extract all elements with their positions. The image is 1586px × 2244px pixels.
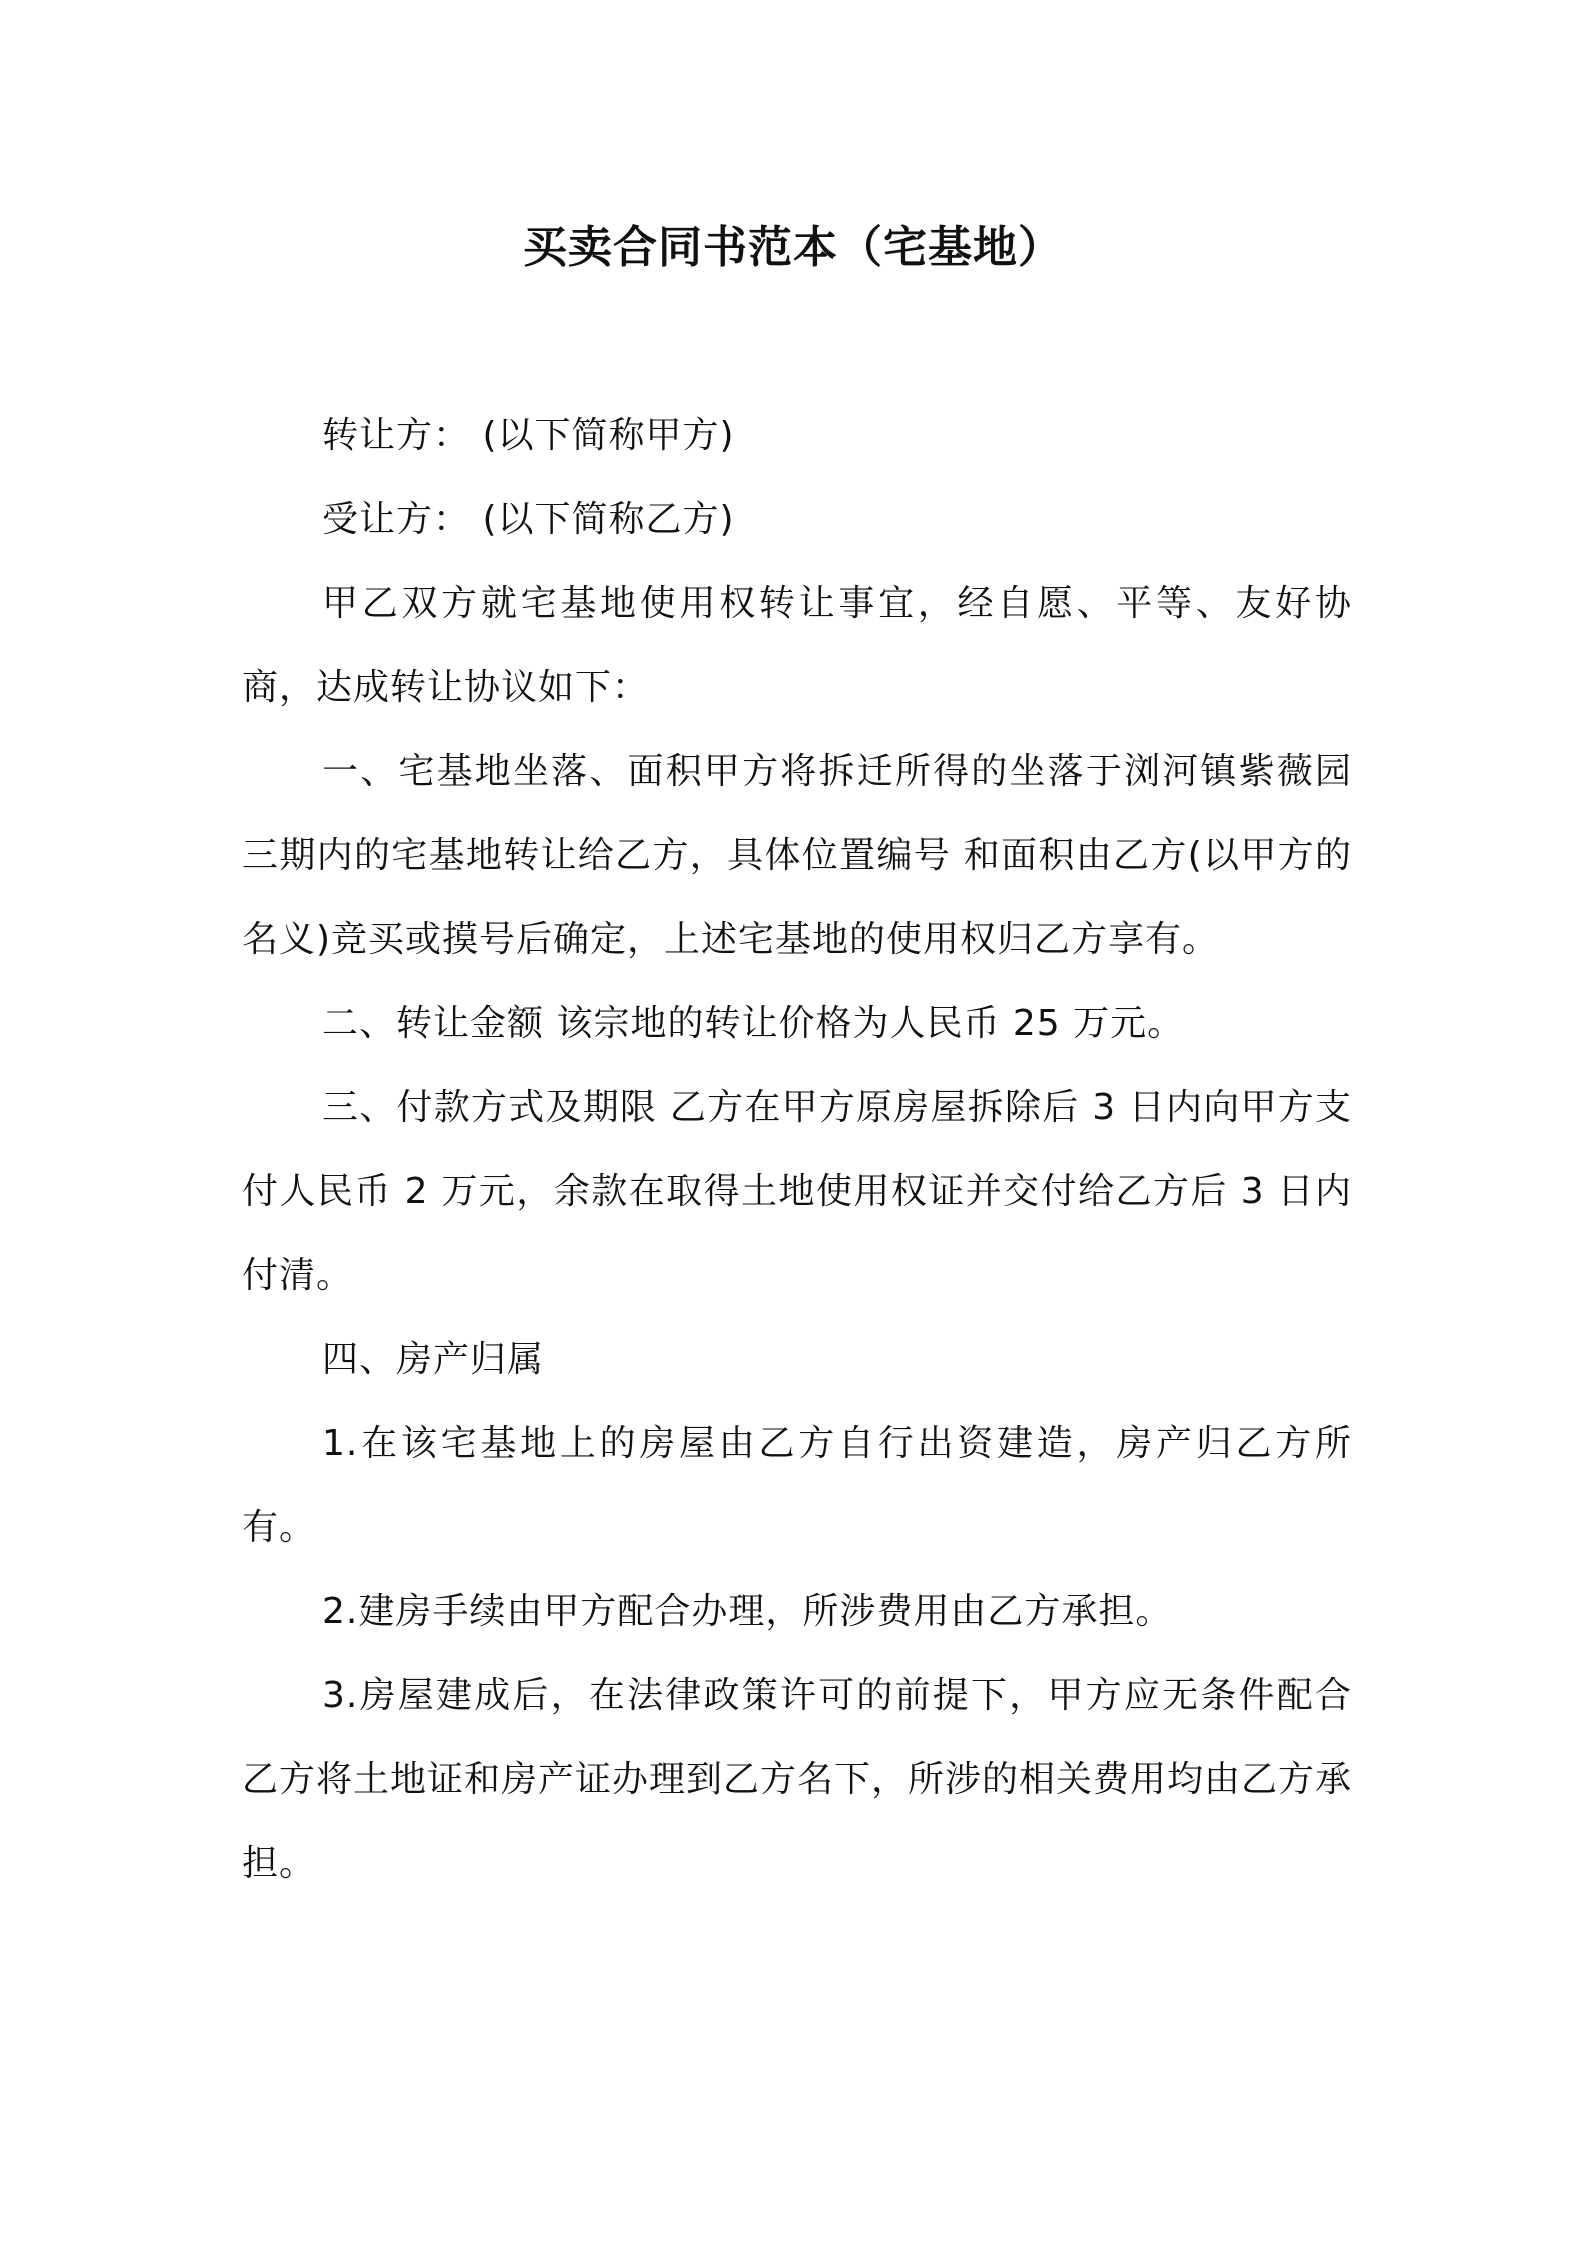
paragraph-clause-1: 一、宅基地坐落、面积甲方将拆迁所得的坐落于浏河镇紫薇园三期内的宅基地转让给乙方，具体位置编号 和面积由乙方(以甲方的名义)竞买或摸号后确定，上述宅基地的使用权归乙方享有。 <box>242 751 1352 960</box>
document-title: 买卖合同书范本（宅基地） <box>523 222 1063 273</box>
paragraph-transferor: 转让方： (以下简称甲方) <box>322 415 735 456</box>
paragraph-clause-4-item-3: 3.房屋建成后，在法律政策许可的前提下，甲方应无条件配合乙方将土地证和房产证办理到乙方名下，所涉的相关费用均由乙方承担。 <box>242 1675 1353 1884</box>
paragraph-clause-2: 二、转让金额 该宗地的转让价格为人民币 25 万元。 <box>322 1003 1185 1044</box>
paragraph-intro: 甲乙双方就宅基地使用权转让事宜，经自愿、平等、友好协商，达成转让协议如下： <box>242 583 1352 708</box>
paragraph-transferee: 受让方： (以下简称乙方) <box>322 499 735 540</box>
paragraph-clause-3: 三、付款方式及期限 乙方在甲方原房屋拆除后 3 日内向甲方支付人民币 2 万元，余款在取得土地使用权证并交付给乙方后 3 日内付清。 <box>242 1087 1352 1296</box>
paragraph-clause-4-item-1: 1.在该宅基地上的房屋由乙方自行出资建造，房产归乙方所有。 <box>242 1423 1352 1548</box>
paragraph-clause-4-heading: 四、房产归属 <box>322 1339 545 1380</box>
paragraph-clause-4-item-2: 2.建房手续由甲方配合办理，所涉费用由乙方承担。 <box>322 1591 1173 1632</box>
document-body <box>242 394 1352 1906</box>
